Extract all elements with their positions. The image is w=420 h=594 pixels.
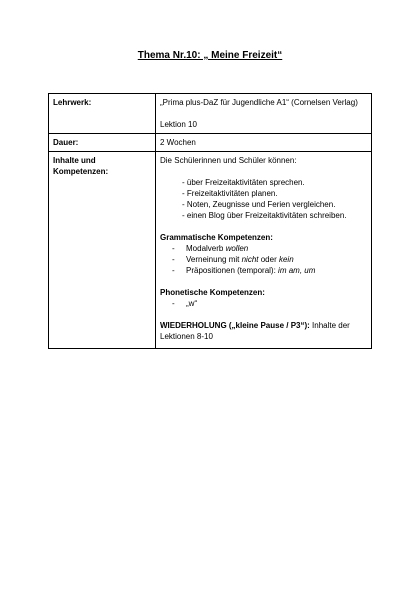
praep-words: im am, um xyxy=(278,266,316,275)
row-lehrwerk xyxy=(49,94,372,134)
row-inhalte xyxy=(49,152,372,349)
wiederholung-bold: WIEDERHOLUNG („kleine Pause / P3“): xyxy=(160,321,310,330)
label-lehrwerk: Lehrwerk: xyxy=(49,94,156,134)
phonetik-heading: Phonetische Kompetenzen: xyxy=(160,288,265,297)
grammatik-item-praepositionen xyxy=(160,265,367,276)
row-dauer xyxy=(49,134,372,152)
skill-item: - Freizeitaktivitäten planen. xyxy=(182,189,278,198)
page-title: Thema Nr.10: „ Meine Freizeit“ xyxy=(137,50,283,61)
lehrwerk-lektion: Lektion 10 xyxy=(160,120,197,129)
lehrwerk-text: „Prima plus-DaZ für Jugendliche A1“ (Cornelsen Verlag) xyxy=(160,98,358,107)
grammatik-item-modalverb xyxy=(160,243,367,254)
grammatik-heading: Grammatische Kompetenzen: xyxy=(160,233,273,242)
verneinung-kein: kein xyxy=(278,255,294,264)
modalverb-word: wollen xyxy=(225,244,249,253)
skill-item: - über Freizeitaktivitäten sprechen. xyxy=(182,178,305,187)
skills-list xyxy=(160,177,367,221)
skill-item: - einen Blog über Freizeitaktivitäten schreiben. xyxy=(182,211,347,220)
cell-inhalte xyxy=(156,152,372,349)
verneinung-oder: oder xyxy=(258,255,279,264)
verneinung-nicht: nicht xyxy=(241,255,259,264)
praep-prefix: Präpositionen (temporal): xyxy=(186,266,279,275)
grammatik-list xyxy=(160,243,367,276)
dauer-text: 2 Wochen xyxy=(156,134,372,152)
wiederholung-text: Inhalte der Lektionen 8-10 xyxy=(160,321,350,341)
lesson-plan-table xyxy=(48,93,372,349)
cell-lehrwerk xyxy=(156,94,372,134)
skill-item: - Noten, Zeugnisse und Ferien vergleichen. xyxy=(182,200,336,209)
label-dauer: Dauer: xyxy=(49,134,156,152)
grammatik-item-verneinung xyxy=(160,254,367,265)
verneinung-prefix: Verneinung mit xyxy=(186,255,242,264)
label-inhalte: Inhalte und Kompetenzen: xyxy=(49,152,156,349)
modalverb-prefix: Modalverb xyxy=(186,244,226,253)
intro-text: Die Schülerinnen und Schüler können: xyxy=(160,156,297,165)
wiederholung-note xyxy=(160,320,367,342)
phonetik-item: - „w“ xyxy=(160,298,367,309)
phonetik-list xyxy=(160,298,367,309)
